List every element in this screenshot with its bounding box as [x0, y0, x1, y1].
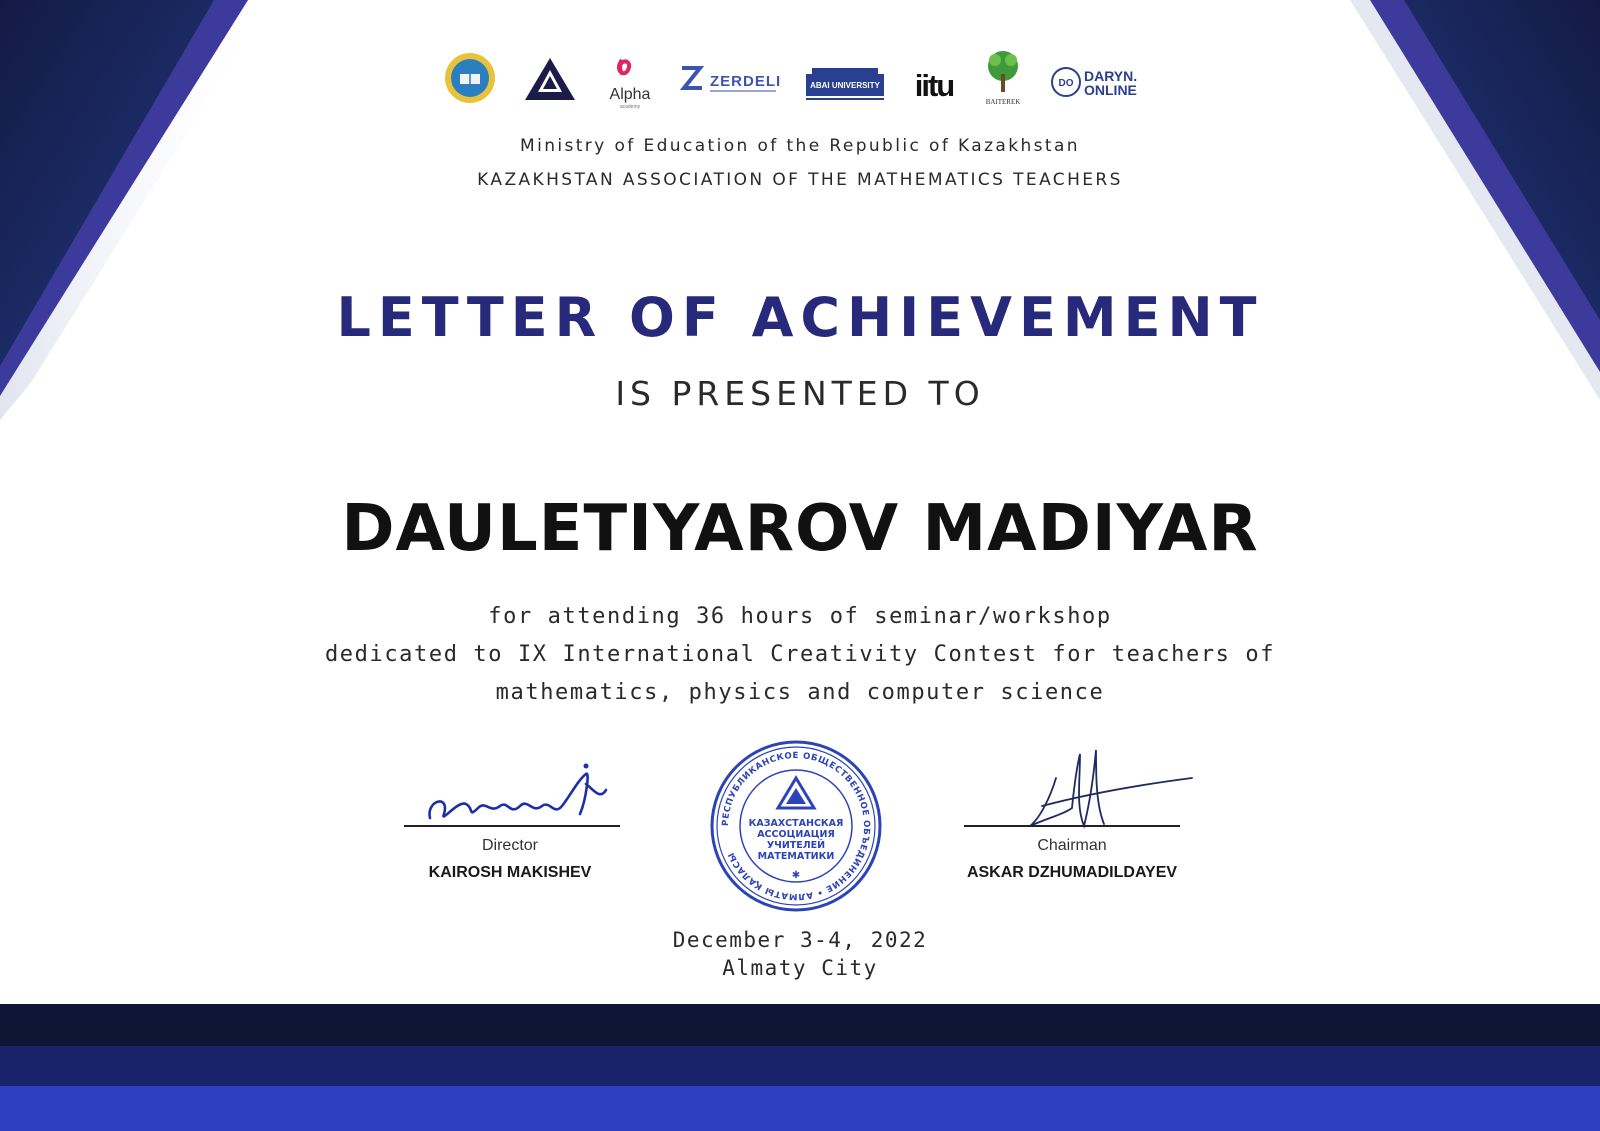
seal-line-2: АССОЦИАЦИЯ [757, 829, 835, 840]
chairman-name: ASKAR DZHUMADILDAYEV [966, 864, 1178, 881]
partner-logos [0, 44, 1600, 114]
chairman-signature-line [964, 825, 1180, 827]
kz-ministry-emblem [445, 53, 495, 103]
organization-ministry: Ministry of Education of the Republic of Kazakhstan [520, 136, 1080, 156]
association-seal [708, 738, 884, 914]
zerdeli-logo-text: ZERDELI [710, 73, 782, 90]
bottom-band-dark [0, 1004, 1600, 1048]
abai-logo-text: ABAI UNIVERSITY [810, 81, 880, 90]
director-signature [410, 760, 630, 832]
event-city: Almaty City [722, 956, 878, 980]
baiterek-logo-text: BAITEREK [985, 98, 1021, 106]
certificate-subtitle: IS PRESENTED TO [615, 374, 985, 413]
chairman-role: Chairman [1037, 837, 1107, 854]
event-date: December 3-4, 2022 [672, 928, 928, 952]
seal-line-4: МАТЕМАТИКИ [757, 851, 835, 862]
chairman-signature [1020, 742, 1200, 838]
zerdeli-logo [682, 68, 781, 92]
alpha-logo-subtext: academy [619, 104, 641, 110]
alpha-logo-text: Alpha [609, 86, 651, 103]
recipient-name: DAULETIYAROV MADIYAR [341, 492, 1259, 566]
iitu-logo-text: iitu [914, 68, 954, 103]
description-line-1: for attending 36 hours of seminar/workshop [488, 604, 1112, 629]
seal-line-3: УЧИТЕЛЕЙ [766, 840, 826, 851]
director-role: Director [481, 837, 538, 854]
description-line-3: mathematics, physics and computer science [495, 680, 1105, 705]
organization-association: KAZAKHSTAN ASSOCIATION OF THE MATHEMATICS TEACHERS [477, 170, 1123, 190]
director-name: KAIROSH MAKISHEV [428, 864, 592, 881]
daryn-logo-text-2: ONLINE [1084, 82, 1137, 98]
iitu-logo [915, 68, 954, 103]
bottom-band-mid [0, 1046, 1600, 1086]
baiterek-logo [986, 51, 1021, 106]
description-line-2: dedicated to IX International Creativity Contest for teachers of [324, 642, 1276, 667]
director-signature-line [404, 825, 620, 827]
bottom-band-bright [0, 1086, 1600, 1131]
daryn-online-logo [1052, 68, 1137, 98]
seal-line-1: КАЗАХСТАНСКАЯ [748, 818, 844, 829]
svg-text:✱: ✱ [791, 870, 801, 881]
math-association-logo [525, 58, 575, 100]
daryn-logo-badge: DO [1058, 78, 1074, 89]
abai-university-logo [806, 68, 884, 99]
alpha-academy-logo [610, 60, 651, 110]
seal-ring-text: РЕСПУБЛИКАНСКОЕ ОБЩЕСТВЕННОЕ ОБЪЕДИНЕНИЕ • АЛМАТЫ ҚАЛАСЫ [720, 750, 872, 902]
daryn-logo-text-1: DARYN. [1084, 68, 1138, 84]
certificate-title: LETTER OF ACHIEVEMENT [336, 286, 1264, 349]
